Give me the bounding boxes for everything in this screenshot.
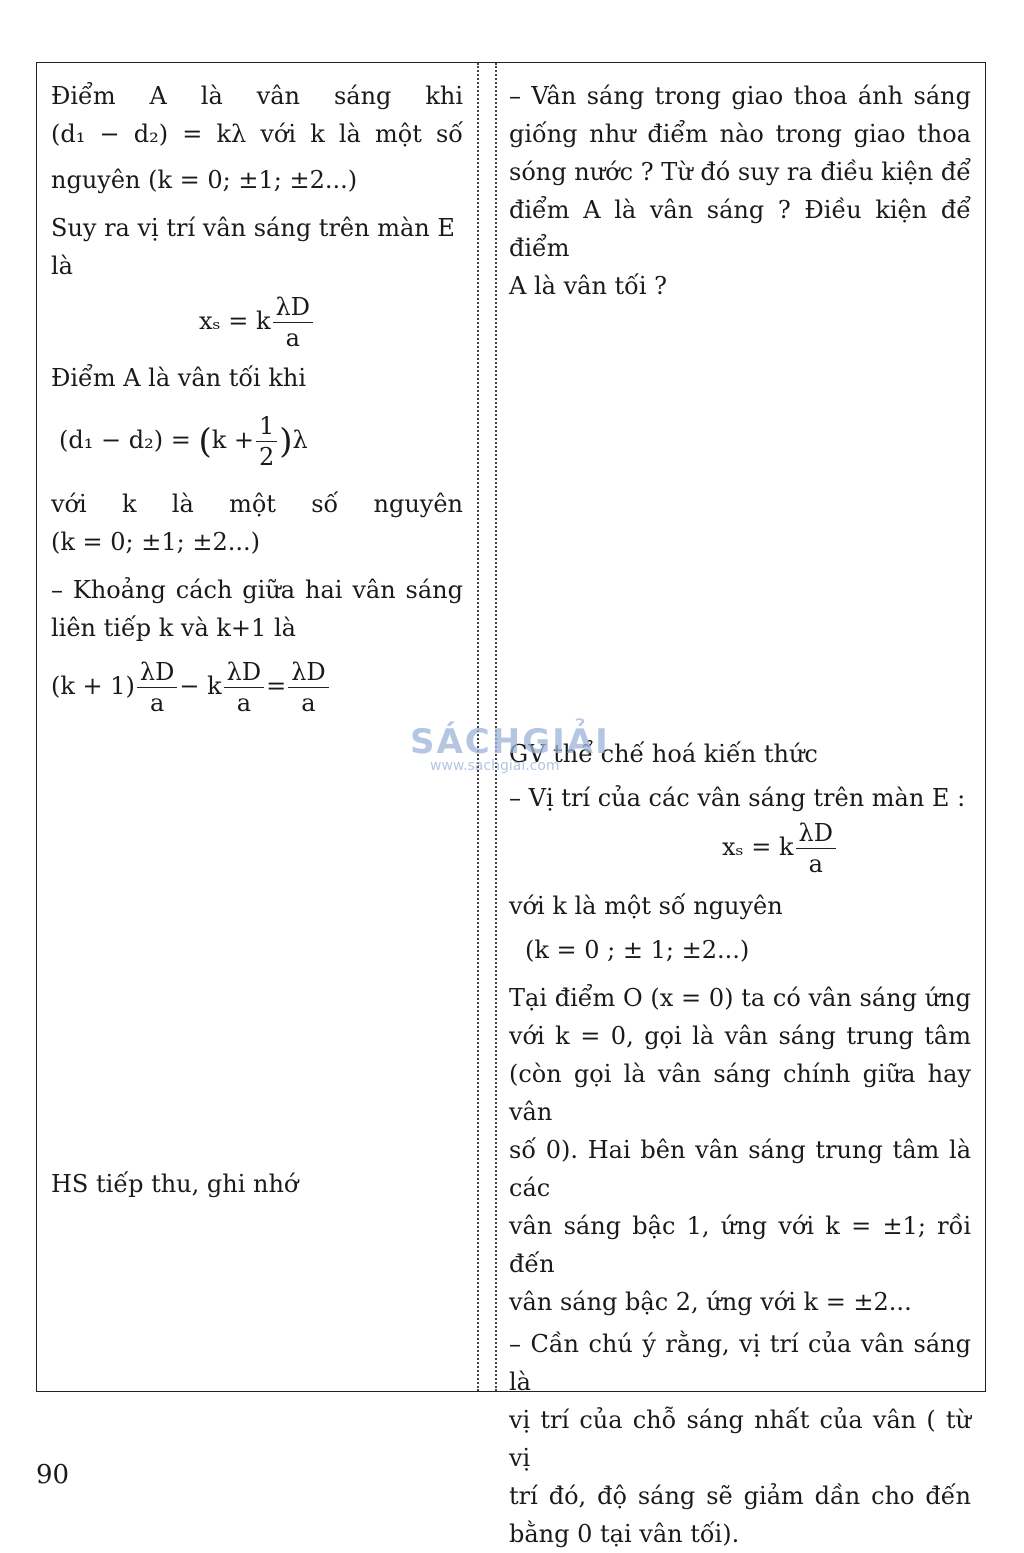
formula-dark-condition: (d₁ − d₂) = (k + $\frac{1}{2}$ )λ xyxy=(59,412,308,471)
text-line: – Vân sáng trong giao thoa ánh sáng xyxy=(509,82,971,110)
column-divider-left xyxy=(477,63,479,1391)
watermark-url: www.sachgiai.com xyxy=(430,758,560,774)
text-line: số 0). Hai bên vân sáng trung tâm là các xyxy=(509,1136,971,1202)
text-line: với k = 0, gọi là vân sáng trung tâm xyxy=(509,1022,971,1050)
formula-bright-position: xₛ = k $\frac{\lambda D}{a}$ xyxy=(509,817,971,879)
text-line: Tại điểm O (x = 0) ta có vân sáng ứng xyxy=(509,984,971,1012)
text-line: bằng 0 tại vân tối). xyxy=(509,1520,740,1548)
text-line: vân sáng bậc 2, ứng với k = ±2... xyxy=(509,1288,912,1316)
text-line: – Khoảng cách giữa hai vân sáng xyxy=(51,575,463,604)
text-line: (còn gọi là vân sáng chính giữa hay vân xyxy=(509,1060,971,1126)
text-line: vân sáng bậc 1, ứng với k = ±1; rồi đến xyxy=(509,1212,971,1278)
text-line: Điểm A là vân sáng khi xyxy=(51,82,463,110)
text-line: với k là một số nguyên xyxy=(509,892,783,920)
student-response: HS tiếp thu, ghi nhớ xyxy=(51,1170,299,1198)
student-column xyxy=(51,77,463,1198)
text-line: GV thể chế hoá kiến thức xyxy=(509,740,818,768)
text-line: Suy ra vị trí vân sáng trên màn E là xyxy=(51,214,455,280)
text-line: (k = 0; ±1; ±2...) xyxy=(51,527,260,556)
text-line: – Cần chú ý rằng, vị trí của vân sáng là xyxy=(509,1330,971,1396)
text-line: vị trí của chỗ sáng nhất của vân ( từ vị xyxy=(509,1406,971,1472)
formula-fringe-spacing: (k + 1) $\frac{\lambda D}{a}$ − k $\frac{\lambda D}{a}$ = $\frac{\lambda D}{a}$ xyxy=(51,651,463,721)
text-line: (d₁ − d₂) = kλ với k là một số xyxy=(51,120,463,148)
formula-bright-position: xₛ = k $\frac{\lambda D}{a}$ xyxy=(51,291,463,353)
watermark-logo: SÁCHGIẢI xyxy=(410,722,610,762)
text-line: liên tiếp k và k+1 là xyxy=(51,613,296,642)
text-line: nguyên (k = 0; ±1; ±2...) xyxy=(51,166,358,194)
text-line: điểm A là vân sáng ? Điều kiện để điểm xyxy=(509,196,971,262)
text-line: (k = 0 ; ± 1; ±2...) xyxy=(525,936,750,964)
text-line: trí đó, độ sáng sẽ giảm dần cho đến xyxy=(509,1482,971,1510)
text-line: Điểm A là vân tối khi xyxy=(51,364,307,392)
column-divider-right xyxy=(495,63,497,1391)
teacher-summary xyxy=(509,735,971,1553)
text-line: sóng nước ? Từ đó suy ra điều kiện để xyxy=(509,158,971,186)
text-line: với k là một số nguyên xyxy=(51,489,463,518)
page-number: 90 xyxy=(36,1460,70,1490)
text-line: giống như điểm nào trong giao thoa xyxy=(509,120,971,148)
text-line: A là vân tối ? xyxy=(509,272,668,300)
text-line: – Vị trí của các vân sáng trên màn E : xyxy=(509,784,966,812)
